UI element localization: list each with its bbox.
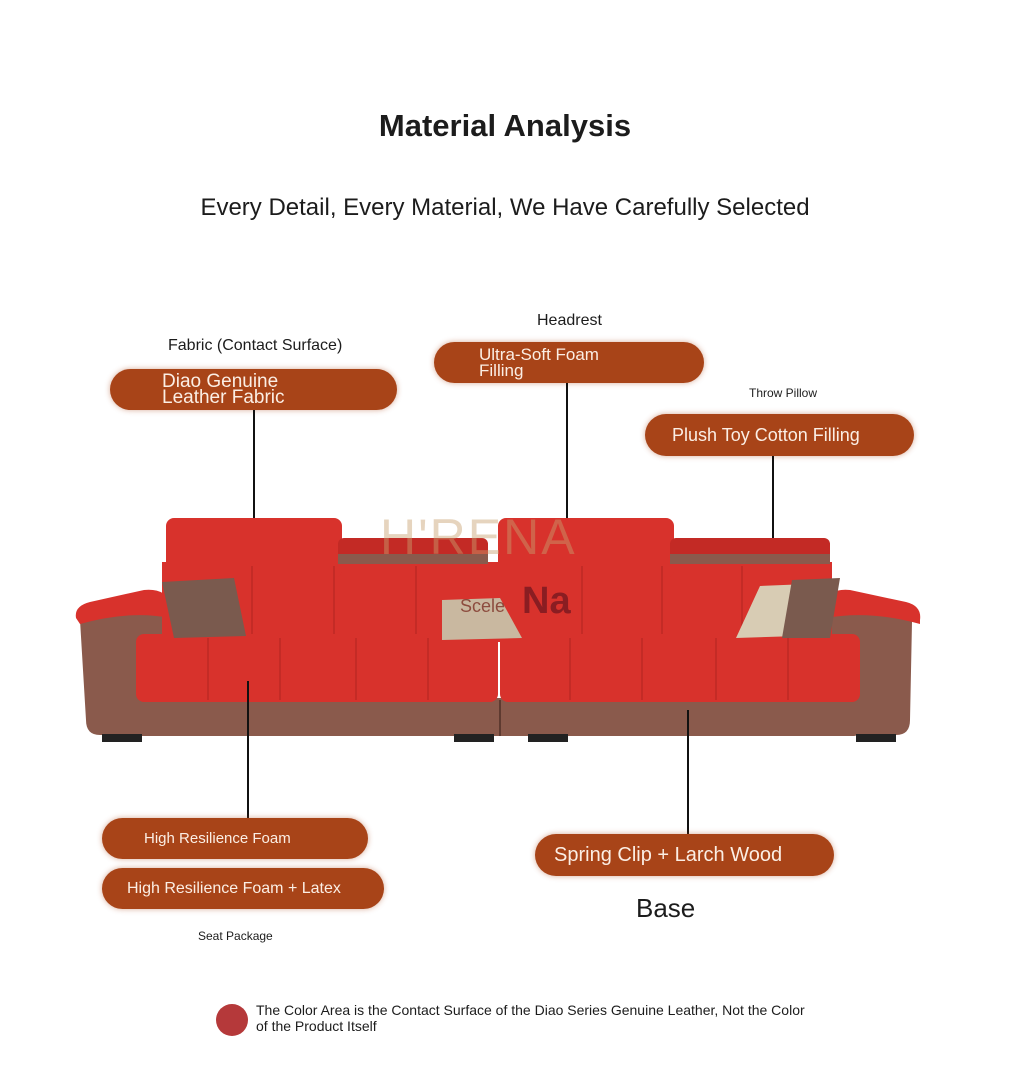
pillow-pill: Plush Toy Cotton Filling <box>645 414 914 456</box>
color-swatch <box>216 1004 248 1036</box>
page-subtitle: Every Detail, Every Material, We Have Carefully Selected <box>200 194 810 221</box>
seat-cushion-left <box>136 634 498 702</box>
seat-pill-1: High Resilience Foam <box>102 818 368 859</box>
seat-pill-2: High Resilience Foam + Latex <box>102 868 384 909</box>
headrest-left <box>166 518 342 578</box>
seat-leader-line <box>247 681 249 819</box>
seat-cushion-right <box>500 634 860 702</box>
headrest-pill <box>434 342 704 383</box>
headrest-pill-line2: Filling <box>479 360 524 380</box>
footer-note: The Color Area is the Contact Surface of the Diao Series Genuine Leather, Not the Color of the Product Itself <box>256 1002 805 1034</box>
seat-label: Seat Package <box>198 929 273 943</box>
base-leader-line <box>687 710 689 836</box>
fabric-pill-line2: Leather Fabric <box>162 386 285 408</box>
fabric-pill-line1: Diao Genuine <box>162 370 279 392</box>
headrest-label: Headrest <box>537 312 602 329</box>
base-pill: Spring Clip + Larch Wood <box>535 834 834 876</box>
pillow-label: Throw Pillow <box>749 386 818 400</box>
na-watermark: Na <box>522 580 571 622</box>
base-label: Base <box>636 893 696 923</box>
sofa-base <box>136 698 858 736</box>
headrest-pill-line1: Ultra-Soft Foam <box>479 344 599 364</box>
brand-watermark: H'RENA <box>380 509 577 565</box>
pillow-left <box>162 578 246 638</box>
fabric-label: Fabric (Contact Surface) <box>168 337 343 354</box>
scene-watermark: Scele <box>460 596 506 616</box>
fabric-pill <box>110 369 397 410</box>
page-title: Material Analysis <box>378 108 632 143</box>
